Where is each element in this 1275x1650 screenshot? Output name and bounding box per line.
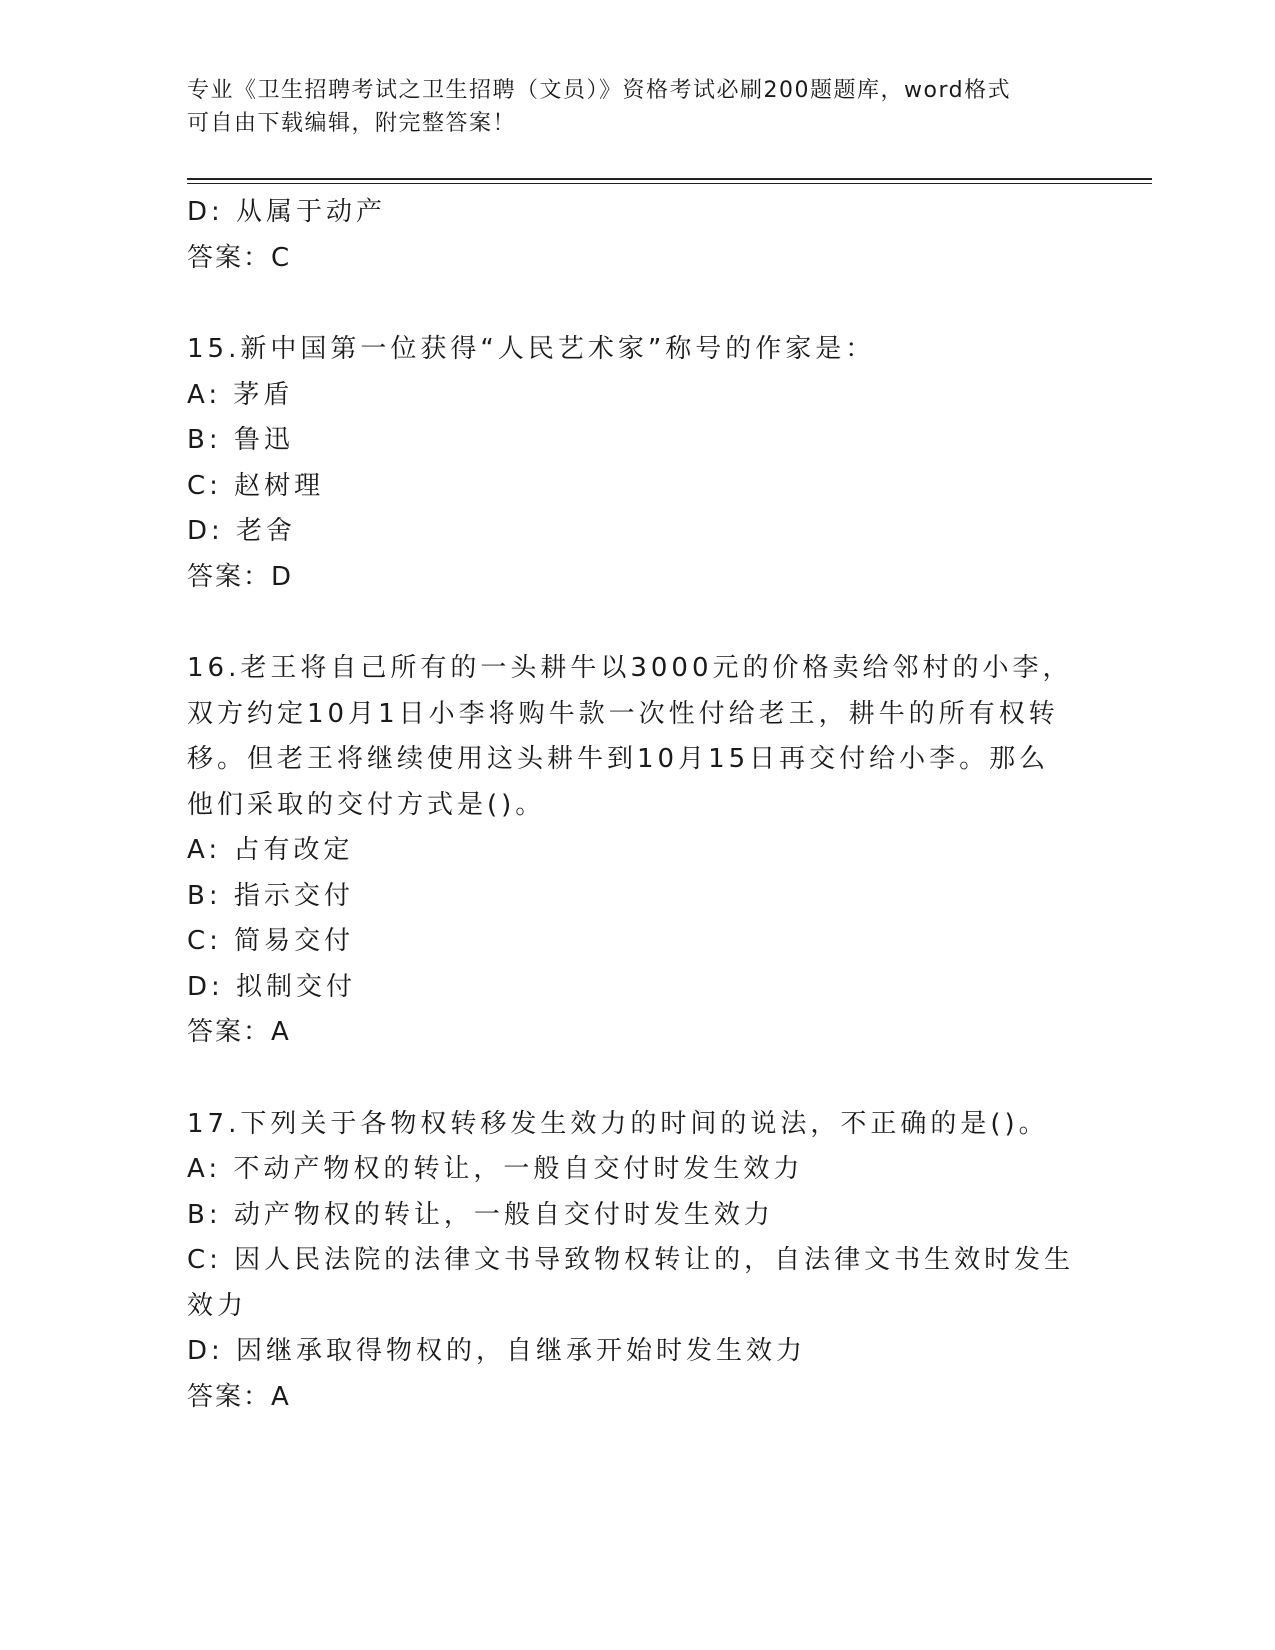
- option-a: A: 占有改定: [187, 835, 354, 865]
- document-header: [187, 74, 1067, 140]
- option-b: B: 动产物权的转让，一般自交付时发生效力: [187, 1199, 774, 1230]
- option-c: C: 简易交付: [187, 926, 355, 956]
- option-d: D: 拟制交付: [187, 971, 357, 1002]
- header-line-1: 专业《卫生招聘考试之卫生招聘（文员）》资格考试必刷200题题库，word格式: [187, 78, 1012, 103]
- question-text: 16.老王将自己所有的一头耕牛以3000元的价格卖给邻村的小李，双方约定10月1日小李将购牛款一次性付给老王，耕牛的所有权转移。但老王将继续使用这头耕牛到10月15日再交付给小李。那么他们采取的交付方式是()。: [187, 653, 1073, 820]
- option-a: A: 不动产物权的转让，一般自交付时发生效力: [187, 1154, 804, 1184]
- previous-question-tail: [187, 190, 1077, 281]
- option-b: B: 鲁迅: [187, 425, 294, 455]
- option-d: D: 老舍: [187, 516, 297, 546]
- question-text: 17.下列关于各物权转移发生效力的时间的说法，不正确的是()。: [187, 1108, 1049, 1139]
- header-divider-thick: [187, 178, 1152, 180]
- header-divider-thin: [187, 183, 1152, 184]
- question-15: [187, 327, 1077, 600]
- spacer: [187, 600, 1077, 646]
- question-17: [187, 1102, 1077, 1421]
- option-c: C: 因人民法院的法律文书导致物权转让的，自法律文书生效时发生效力: [187, 1245, 1075, 1321]
- spacer: [187, 1056, 1077, 1102]
- option-d: D: 从属于动产: [187, 197, 387, 227]
- answer-line: 答案：C: [187, 242, 292, 273]
- answer-line: 答案：A: [187, 1381, 291, 1412]
- header-line-2: 可自由下载编辑，附完整答案！: [187, 111, 517, 136]
- document-body: [187, 190, 1077, 1420]
- option-c: C: 赵树理: [187, 470, 325, 501]
- spacer: [187, 281, 1077, 327]
- question-text: 15.新中国第一位获得“人民艺术家”称号的作家是：: [187, 334, 876, 364]
- option-b: B: 指示交付: [187, 880, 354, 911]
- question-16: [187, 646, 1077, 1056]
- answer-line: 答案：D: [187, 561, 294, 592]
- option-a: A: 茅盾: [187, 379, 294, 410]
- answer-line: 答案：A: [187, 1017, 291, 1047]
- option-d: D: 因继承取得物权的，自继承开始时发生效力: [187, 1336, 807, 1366]
